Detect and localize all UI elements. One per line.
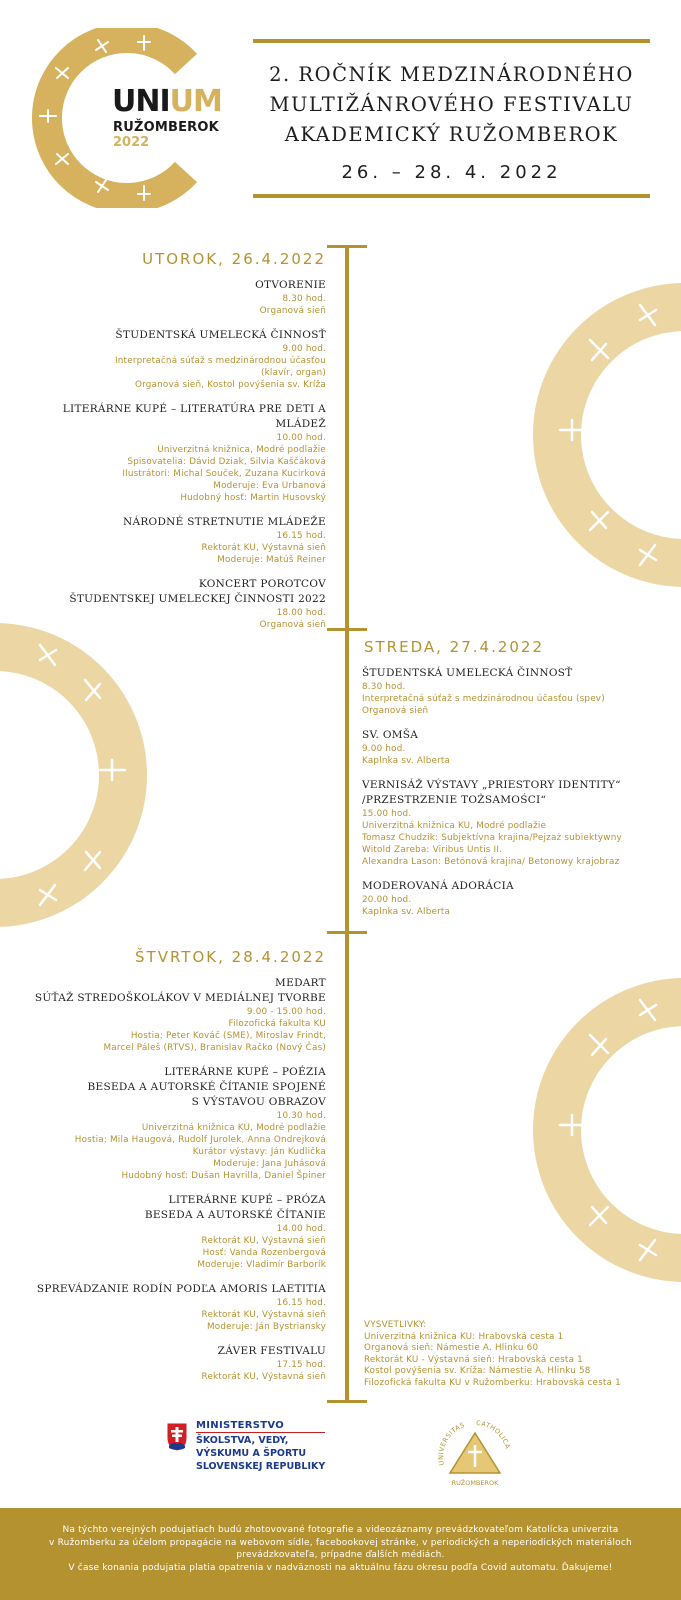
event-detail: Univerzitná knižnica KU, Modré podlažie <box>141 1123 326 1133</box>
timeline-tick <box>327 931 367 934</box>
event-detail: Hostia: Mila Haugová, Rudolf Jurolek, Anna Ondrejková <box>74 1135 326 1145</box>
event-time: 15.00 hod. <box>362 809 412 819</box>
event-title: VERNISÁŽ VÝSTAVY „PRIESTORY IDENTITY“ <box>362 779 621 791</box>
events-tuesday <box>20 278 326 642</box>
event-detail: Filozofická fakulta KU <box>228 1019 326 1029</box>
timeline-line <box>345 246 349 1402</box>
events-wednesday <box>362 666 662 929</box>
event-time: 16.15 hod. <box>276 531 326 541</box>
event-time: 10.00 hod. <box>276 433 326 443</box>
header-rule-top <box>253 39 650 43</box>
event-time: 9.00 hod. <box>362 744 406 754</box>
day-title-thursday: ŠTVRTOK, 28.4.2022 <box>135 948 326 966</box>
university-seal-icon <box>430 1415 520 1490</box>
event-item <box>20 1193 326 1271</box>
footer-line: prevádzkovateľa, prípadne ďalších médiách. <box>236 1550 445 1560</box>
festival-title <box>253 60 650 150</box>
day-title-tuesday: UTOROK, 26.4.2022 <box>142 250 326 268</box>
event-detail: Hudobný hosť: Martin Husovský <box>180 493 326 503</box>
legend-line: Filozofická fakulta KU v Ružomberku: Hrabovská cesta 1 <box>364 1377 621 1388</box>
seal-text-bottom: RUŽOMBEROK <box>451 1479 499 1487</box>
slovak-coat-of-arms-icon <box>166 1422 188 1452</box>
event-item <box>20 976 326 1054</box>
event-time: 10.30 hod. <box>276 1111 326 1121</box>
event-detail: Hosť: Vanda Rozenbergová <box>202 1248 326 1258</box>
event-item <box>362 666 662 717</box>
event-detail: Marcel Páleš (RTVS), Branislav Račko (Nový Čas) <box>103 1043 326 1053</box>
event-item <box>362 879 662 918</box>
festival-title-line: AKADEMICKÝ RUŽOMBEROK <box>284 123 619 146</box>
header-rule-bottom <box>253 194 650 198</box>
event-time: 8.30 hod. <box>282 294 326 304</box>
event-detail: Organová sieň <box>259 620 326 630</box>
event-detail: Kaplnka sv. Alberta <box>362 756 451 766</box>
event-item <box>20 402 326 504</box>
event-title: LITERÁRNE KUPÉ – LITERATÚRA PRE DETI A MLÁDEŽ <box>62 403 326 430</box>
event-title: SPREVÁDZANIE RODÍN PODĽA AMORIS LAETITIA <box>36 1283 326 1295</box>
event-detail: Ilustrátori: Michal Souček, Zuzana Kucirková <box>122 469 326 479</box>
legend <box>364 1320 664 1389</box>
ministry-line: ŠKOLSTVA, VEDY, <box>196 1435 289 1446</box>
legend-title: VYSVETLIVKY: <box>364 1320 427 1330</box>
event-detail: Tomasz Chudzik: Subjektívna krajina/Pejzaż subiektywny <box>362 833 622 843</box>
footer-line: Na týchto verejných podujatiach budú zhotovované fotografie a videozáznamy prevádzkovateľom Katolícka univerzita <box>62 1525 619 1535</box>
timeline-tick <box>327 245 367 248</box>
event-time: 18.00 hod. <box>276 608 326 618</box>
event-item <box>20 278 326 317</box>
event-title: NÁRODNÉ STRETNUTIE MLÁDEŽE <box>122 516 326 528</box>
event-detail: Rektorát KU, Výstavná sieň <box>201 543 326 553</box>
event-detail: Univerzitná knižnica KU, Modré podlažie <box>362 821 547 831</box>
event-title: BESEDA A AUTORSKÉ ČÍTANIE SPOJENÉ <box>87 1081 326 1093</box>
festival-title-line: MULTIŽÁNROVÉHO FESTIVALU <box>269 93 634 116</box>
event-time: 8.30 hod. <box>362 682 406 692</box>
event-item <box>20 515 326 566</box>
event-detail: Moderuje: Matúš Reiner <box>217 555 326 565</box>
ministry-logo <box>166 1420 346 1475</box>
event-time: 9.00 - 15.00 hod. <box>246 1007 326 1017</box>
event-detail: Interpretačná súťaž s medzinárodnou účasťou (spev) <box>362 694 605 704</box>
event-time: 20.00 hod. <box>362 895 412 905</box>
event-detail: Spisovatelia: Dávid Dziak, Silvia Kaščáková <box>127 457 326 467</box>
event-time: 9.00 hod. <box>282 344 326 354</box>
event-detail: Moderuje: Jana Juhásová <box>213 1159 326 1169</box>
event-title: ŠTUDENTSKÁ UMELECKÁ ČINNOSŤ <box>115 329 326 341</box>
timeline-tick <box>327 628 367 631</box>
event-title: ŠTUDENTSKÁ UMELECKÁ ČINNOSŤ <box>362 667 573 679</box>
event-title: MEDART <box>275 977 326 989</box>
decorative-ring-right-bottom <box>530 975 681 1285</box>
footer-text <box>0 1524 681 1574</box>
event-item <box>20 1282 326 1333</box>
ministry-line: SLOVENSKEJ REPUBLIKY <box>196 1461 326 1472</box>
event-detail: Moderuje: Ján Bystriansky <box>206 1322 326 1332</box>
event-detail: Hostia: Peter Kováč (SME), Miroslav Frindt, <box>130 1031 326 1041</box>
event-title: LITERÁRNE KUPÉ – PRÓZA <box>168 1194 326 1206</box>
event-detail: Organová sieň <box>259 306 326 316</box>
event-detail: (klavír, organ) <box>260 368 326 378</box>
event-item <box>20 328 326 391</box>
legend-line: Organová sieň: Námestie A. Hlinku 60 <box>364 1343 539 1353</box>
festival-title-line: 2. ROČNÍK MEDZINÁRODNÉHO <box>269 63 634 86</box>
day-title-wednesday: STREDA, 27.4.2022 <box>364 638 545 656</box>
event-detail: Hudobný hosť: Dušan Havrilla, Daniel Špiner <box>121 1171 326 1181</box>
logo-um: UM <box>169 84 222 119</box>
footer-line: V čase konania podujatia platia opatrenia v nadväznosti na aktuálnu fázu okresu podľa Covid automatu. Ďakujeme! <box>68 1562 613 1573</box>
logo-year: 2022 <box>113 135 150 150</box>
event-title: /PRZESTRZENIE TOŻSAMOŚCI“ <box>362 794 547 806</box>
festival-dates: 26. – 28. 4. 2022 <box>341 162 562 183</box>
decorative-ring-right-top <box>530 280 681 590</box>
event-title: ZÁVER FESTIVALU <box>217 1345 326 1357</box>
event-title: S VÝSTAVOU OBRAZOV <box>191 1096 326 1108</box>
events-thursday <box>20 976 326 1394</box>
event-title: BESEDA A AUTORSKÉ ČÍTANIE <box>144 1209 326 1221</box>
event-title: ŠTUDENTSKEJ UMELECKEJ ČINNOSTI 2022 <box>69 593 326 605</box>
event-detail: Moderuje: Vladimír Barborík <box>197 1260 326 1270</box>
event-detail: Rektorát KU, Výstavná sieň <box>201 1310 326 1320</box>
event-item <box>20 1065 326 1182</box>
event-item <box>362 728 662 767</box>
timeline-tick <box>327 1400 367 1403</box>
decorative-ring-left <box>0 620 152 930</box>
ministry-line: VÝSKUMU A ŠPORTU <box>196 1448 307 1459</box>
logo-uni: UNI <box>112 84 170 119</box>
event-detail: Interpretačná súťaž s medzinárodnou účasťou <box>114 356 326 366</box>
event-detail: Organová sieň <box>362 706 429 716</box>
event-item <box>20 1344 326 1383</box>
event-detail: Univerzitná knižnica, Modré podlažie <box>157 445 326 455</box>
unium-logo <box>26 28 236 208</box>
legend-line: Rektorát KU - Výstavná sieň: Hrabovská cesta 1 <box>364 1354 583 1365</box>
catholic-university-logo <box>430 1415 520 1490</box>
event-item <box>20 577 326 631</box>
event-title: SV. OMŠA <box>362 729 419 741</box>
event-title: LITERÁRNE KUPÉ – POÉZIA <box>164 1066 326 1078</box>
event-time: 14.00 hod. <box>276 1224 326 1234</box>
legend-line: Univerzitná knižnica KU: Hrabovská cesta 1 <box>364 1331 564 1342</box>
event-detail: Kurátor výstavy: Ján Kudlička <box>192 1147 326 1157</box>
logo-city: RUŽOMBEROK <box>113 120 219 135</box>
event-title: OTVORENIE <box>255 279 326 291</box>
event-detail: Organová sieň, Kostol povýšenia sv. Kríža <box>134 380 326 390</box>
event-title: KONCERT POROTCOV <box>198 578 326 590</box>
event-detail: Witold Zareba: Viribus Untis II. <box>362 845 503 855</box>
event-time: 16.15 hod. <box>276 1298 326 1308</box>
event-detail: Alexandra Lason: Betónová krajina/ Betonowy krajobraz <box>362 857 620 867</box>
seal-text-right: CATHOLICA <box>475 1418 512 1451</box>
event-detail: Moderuje: Eva Urbanová <box>213 481 326 491</box>
event-title: SÚŤAŽ STREDOŠKOLÁKOV V MEDIÁLNEJ TVORBE <box>34 992 326 1004</box>
footer-line: v Ružomberku za účelom propagácie na webovom sídle, facebookovej stránke, v periodických a neperiodických materiáloch <box>49 1537 632 1548</box>
event-title: MODEROVANÁ ADORÁCIA <box>362 880 514 892</box>
legend-line: Kostol povýšenia sv. Kríža: Námestie A. Hlinku 58 <box>364 1366 591 1376</box>
event-detail: Rektorát KU, Výstavná sieň <box>201 1236 326 1246</box>
event-detail: Rektorát KU, Výstavná sieň <box>201 1372 326 1382</box>
event-time: 17.15 hod. <box>276 1360 326 1370</box>
seal-text-left: UNIVERSITAS <box>436 1420 466 1467</box>
event-detail: Kaplnka sv. Alberta <box>362 907 451 917</box>
event-item <box>362 778 662 868</box>
ministry-name: MINISTERSTVO <box>196 1420 325 1433</box>
